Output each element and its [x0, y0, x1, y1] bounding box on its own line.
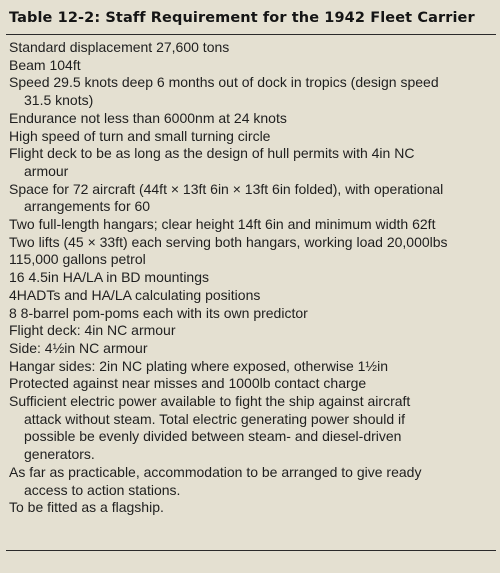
requirement-item: To be fitted as a flagship.	[9, 499, 164, 516]
requirement-item: Sufficient electric power available to fight the ship against aircraft attack without steam. Total electric generating power should if possible be evenly divided between steam- and diesel-driven generators.	[9, 393, 411, 463]
requirement-item: Beam 104ft	[9, 56, 81, 73]
requirement-item: Speed 29.5 knots deep 6 months out of dock in tropics (design speed 31.5 knots)	[9, 74, 439, 109]
requirement-item: Protected against near misses and 1000lb contact charge	[9, 375, 367, 392]
requirement-item: Endurance not less than 6000nm at 24 knots	[9, 109, 287, 126]
requirement-item: Two full-length hangars; clear height 14ft 6in and minimum width 62ft	[9, 216, 436, 233]
top-rule	[6, 34, 496, 35]
requirement-item: 115,000 gallons petrol	[9, 251, 146, 268]
requirement-item: 4HADTs and HA/LA calculating positions	[9, 286, 261, 303]
requirement-item: Two lifts (45 × 33ft) each serving both hangars, working load 20,000lbs	[9, 233, 448, 250]
requirement-item: 8 8-barrel pom-poms each with its own predictor	[9, 304, 308, 321]
requirements-list	[9, 39, 495, 517]
bottom-rule	[6, 550, 496, 551]
requirement-item: 16 4.5in HA/LA in BD mountings	[9, 269, 210, 286]
requirement-item: As far as practicable, accommodation to be arranged to give ready access to action stations.	[9, 463, 422, 498]
requirement-item: Side: 4½in NC armour	[9, 339, 148, 356]
requirement-item: Space for 72 aircraft (44ft × 13ft 6in × 13ft 6in folded), with operational arrangements for 60	[9, 180, 444, 215]
requirement-item: Flight deck to be as long as the design of hull permits with 4in NC armour	[9, 145, 415, 179]
table-title: Table 12-2: Staff Requirement for the 1942 Fleet Carrier	[9, 10, 475, 26]
requirement-item: Flight deck: 4in NC armour	[9, 322, 176, 339]
requirement-item: Standard displacement 27,600 tons	[9, 39, 230, 55]
requirement-item: Hangar sides: 2in NC plating where exposed, otherwise 1½in	[9, 357, 388, 374]
requirement-item: High speed of turn and small turning circle	[9, 127, 271, 144]
